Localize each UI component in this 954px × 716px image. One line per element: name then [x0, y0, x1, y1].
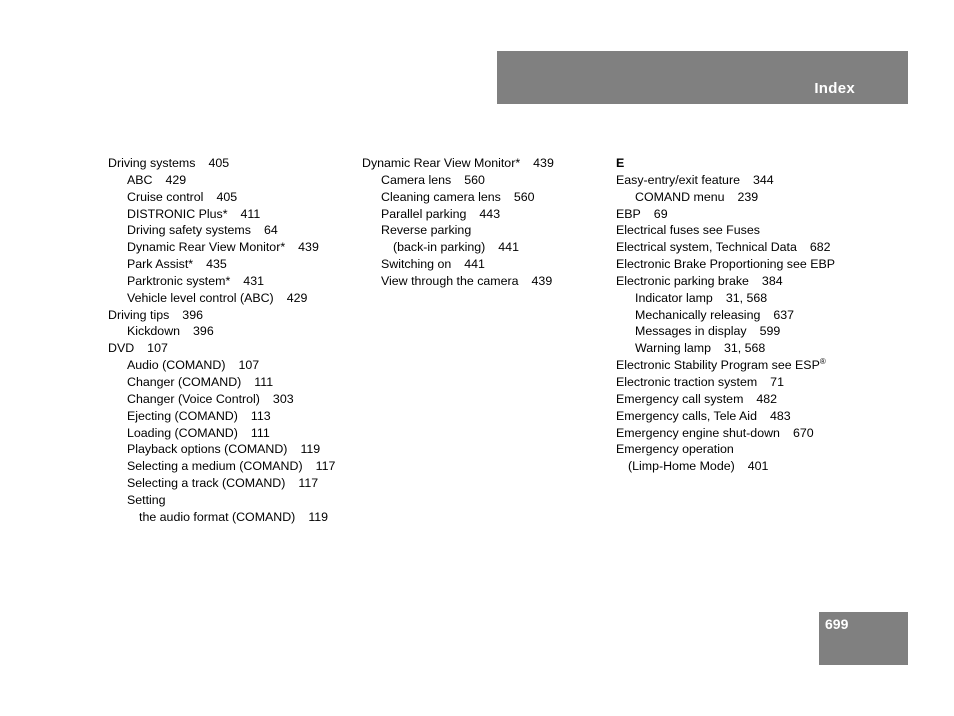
index-subentry	[108, 290, 358, 307]
entry-page: 435	[206, 257, 227, 272]
entry-page: 441	[498, 240, 519, 255]
entry-term: Mechanically releasing	[635, 307, 761, 322]
index-entry	[108, 340, 358, 357]
index-subentry	[362, 206, 612, 223]
index-subentry-continuation	[362, 239, 612, 256]
entry-page: 482	[756, 391, 778, 406]
entry-page: 637	[773, 307, 795, 322]
entry-term: Dynamic Rear View Monitor*	[362, 156, 521, 170]
entry-page: 401	[747, 459, 769, 474]
entry-page: 396	[193, 324, 214, 339]
entry-page: 670	[792, 425, 814, 440]
index-entry	[616, 239, 876, 256]
entry-term: Electronic parking brake	[616, 273, 749, 288]
entry-term: Electrical system, Technical Data	[616, 240, 797, 255]
index-subentry	[108, 256, 358, 273]
index-entry	[616, 441, 876, 458]
entry-page: 443	[479, 206, 501, 221]
index-subentry	[108, 475, 358, 492]
entry-term: Cruise control	[127, 189, 204, 204]
entry-page: 119	[300, 442, 321, 457]
index-subentry	[362, 256, 612, 273]
entry-term: (Limp-Home Mode)	[628, 459, 735, 474]
index-entry	[616, 425, 876, 442]
entry-page: 239	[737, 189, 759, 204]
entry-term: Switching on	[381, 257, 452, 272]
entry-page: 107	[238, 358, 260, 373]
entry-page: 117	[298, 476, 319, 491]
index-entry	[362, 155, 612, 172]
entry-page: 69	[653, 206, 668, 221]
entry-term: Changer (COMAND)	[127, 374, 242, 389]
index-column-1	[108, 155, 358, 526]
entry-term: Kickdown	[127, 324, 181, 339]
index-entry	[616, 222, 876, 239]
entry-page: 411	[240, 206, 261, 221]
index-subentry	[108, 357, 358, 374]
entry-page: 431	[243, 273, 264, 288]
index-subentry-continuation	[108, 509, 358, 526]
entry-page: 64	[263, 223, 278, 238]
entry-term: Parallel parking	[381, 206, 467, 221]
index-subentry	[362, 222, 612, 239]
index-subentry	[108, 458, 358, 475]
entry-page: 439	[533, 156, 554, 170]
index-entry	[616, 357, 876, 374]
index-subentry	[108, 172, 358, 189]
index-letter-heading: E	[616, 156, 625, 170]
entry-page: 71	[770, 374, 784, 389]
index-entry	[616, 273, 876, 290]
index-subentry	[362, 189, 612, 206]
entry-term: Vehicle level control (ABC)	[127, 290, 274, 305]
index-subentry	[616, 189, 876, 206]
index-subentry	[108, 408, 358, 425]
entry-term: the audio format (COMAND)	[139, 509, 296, 524]
entry-page: 483	[769, 408, 791, 423]
index-subentry	[616, 307, 876, 324]
index-subentry	[362, 273, 612, 290]
index-subentry	[616, 290, 876, 307]
entry-term: Playback options (COMAND)	[127, 442, 288, 457]
entry-term: Park Assist*	[127, 257, 194, 272]
index-entry	[616, 206, 876, 223]
entry-term: Electronic Brake Proportioning see EBP	[616, 257, 836, 272]
registered-mark: ®	[819, 357, 826, 367]
index-subentry	[108, 273, 358, 290]
index-subentry	[108, 189, 358, 206]
entry-term: EBP	[616, 206, 641, 221]
entry-page: 31, 568	[723, 341, 766, 356]
entry-term: Setting	[127, 492, 166, 507]
entry-term: DISTRONIC Plus*	[127, 206, 228, 221]
entry-term: Audio (COMAND)	[127, 358, 226, 373]
index-entry	[616, 374, 876, 391]
entry-page: 682	[809, 240, 831, 255]
index-subentry	[362, 172, 612, 189]
index-subentry	[108, 222, 358, 239]
entry-page: 113	[250, 408, 271, 423]
entry-term: Cleaning camera lens	[381, 189, 501, 204]
page-number: 699	[825, 616, 849, 632]
entry-page: 599	[759, 324, 781, 339]
entry-term: Driving systems	[108, 156, 196, 170]
index-column-2	[362, 155, 612, 290]
page-number-box	[819, 612, 908, 665]
entry-page: 107	[147, 341, 168, 356]
entry-term: Indicator lamp	[635, 290, 713, 305]
entry-term: Emergency operation	[616, 442, 734, 457]
entry-page: 31, 568	[725, 290, 768, 305]
index-subentry	[616, 340, 876, 357]
entry-term: Ejecting (COMAND)	[127, 408, 238, 423]
entry-term: Electrical fuses see Fuses	[616, 223, 760, 238]
entry-term: (back-in parking)	[393, 240, 486, 255]
entry-term: Messages in display	[635, 324, 747, 339]
entry-term: COMAND menu	[635, 189, 725, 204]
index-subentry	[108, 425, 358, 442]
entry-page: 439	[531, 273, 553, 288]
index-subentry	[108, 239, 358, 256]
entry-page: 560	[464, 172, 485, 187]
index-subentry	[108, 441, 358, 458]
index-entry	[616, 172, 876, 189]
index-entry	[108, 155, 358, 172]
index-subentry	[108, 492, 358, 509]
header-title: Index	[814, 80, 855, 97]
entry-page: 560	[513, 189, 535, 204]
index-entry	[108, 307, 358, 324]
entry-term: Warning lamp	[635, 341, 711, 356]
entry-page: 344	[752, 172, 774, 187]
index-column-3	[616, 155, 876, 475]
entry-term: Selecting a track (COMAND)	[127, 476, 286, 491]
entry-term: ABC	[127, 172, 153, 187]
entry-term: Reverse parking	[381, 223, 472, 238]
entry-term: DVD	[108, 341, 135, 356]
index-subentry	[108, 374, 358, 391]
index-subentry	[108, 206, 358, 223]
entry-page: 384	[761, 273, 783, 288]
entry-term: Loading (COMAND)	[127, 425, 238, 440]
entry-page: 429	[165, 172, 187, 187]
entry-term: Easy-entry/exit feature	[616, 172, 740, 187]
entry-term: Driving safety systems	[127, 223, 251, 238]
entry-term: Electronic traction system	[616, 374, 758, 389]
entry-page: 441	[464, 257, 485, 272]
entry-term: Emergency call system	[616, 391, 744, 406]
entry-page: 119	[308, 509, 329, 524]
entry-page: 439	[298, 240, 319, 255]
entry-page: 429	[286, 290, 308, 305]
entry-page: 396	[182, 307, 203, 322]
index-entry	[616, 256, 876, 273]
entry-term: Camera lens	[381, 172, 452, 187]
entry-page: 111	[254, 374, 274, 389]
entry-term: Parktronic system*	[127, 273, 231, 288]
index-subentry	[616, 323, 876, 340]
header-bar	[497, 51, 908, 104]
entry-term: Driving tips	[108, 307, 170, 322]
index-subentry	[108, 391, 358, 408]
index-subentry	[108, 323, 358, 340]
index-entry-continuation	[616, 458, 876, 475]
entry-page: 111	[250, 425, 270, 440]
entry-term: View through the camera	[381, 273, 519, 288]
entry-page: 117	[315, 459, 336, 474]
entry-term: Electronic Stability Program see ESP	[616, 358, 820, 373]
entry-term: Emergency calls, Tele Aid	[616, 408, 757, 423]
entry-term: Dynamic Rear View Monitor*	[127, 240, 286, 255]
entry-term: Changer (Voice Control)	[127, 391, 260, 406]
index-entry	[616, 408, 876, 425]
entry-term: Selecting a medium (COMAND)	[127, 459, 303, 474]
entry-page: 405	[208, 156, 230, 170]
entry-page: 303	[272, 391, 294, 406]
entry-term: Emergency engine shut-down	[616, 425, 780, 440]
index-entry	[616, 391, 876, 408]
entry-page: 405	[216, 189, 238, 204]
